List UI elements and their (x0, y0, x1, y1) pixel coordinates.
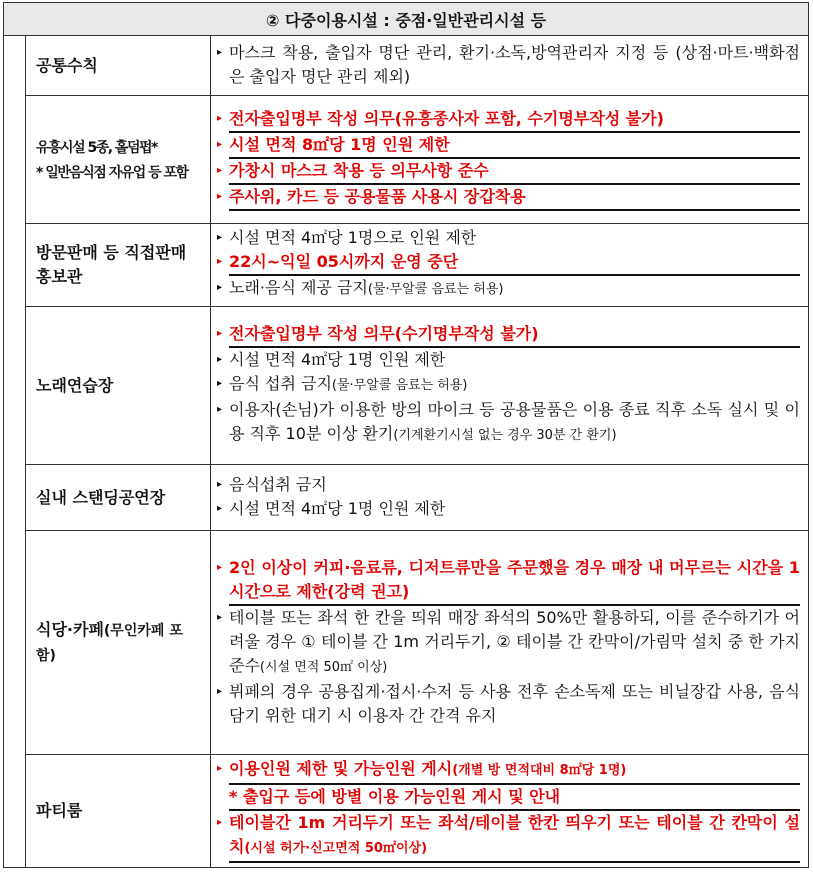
triangle-bullet-icon: ▸ (217, 763, 223, 774)
rule-text: 시설 면적 4㎡당 1명 인원 제한 (229, 349, 446, 369)
table-row (4, 96, 809, 224)
rule-item (217, 473, 800, 497)
rules-cell (211, 307, 809, 465)
category-label: 실내 스탠딩공연장 (36, 487, 166, 507)
rule-item (217, 226, 800, 250)
category-label: 노래연습장 (36, 375, 114, 395)
guideline-table (3, 2, 809, 868)
triangle-bullet-icon: ▸ (217, 353, 223, 365)
left-gutter (4, 36, 26, 868)
triangle-bullet-icon: ▸ (217, 377, 223, 389)
rule-item (217, 107, 800, 133)
rule-item (217, 322, 800, 348)
rule-item (217, 372, 800, 398)
rule-text: 이용인원 제한 및 가능인원 게시(개별 방 면적대비 8㎡당 1명) (229, 757, 800, 785)
rule-item (217, 398, 800, 448)
rule-note: (시설 허가·신고면적 50㎡이상) (244, 841, 428, 856)
triangle-bullet-icon: ▸ (217, 502, 223, 514)
category-cell (26, 36, 211, 96)
table-body (4, 36, 809, 868)
rules-cell (211, 531, 809, 755)
rule-note: (개별 방 면적대비 8㎡당 1명) (452, 763, 627, 778)
rule-item (217, 757, 800, 785)
table-row (4, 307, 809, 465)
rule-item (217, 159, 800, 185)
rule-text: 시설 면적 8㎡당 1명 인원 제한 (229, 133, 800, 159)
rule-text: * 출입구 등에 방별 이용 가능인원 게시 및 안내 (229, 785, 800, 811)
category-cell (26, 224, 211, 307)
rule-item (217, 250, 800, 276)
rule-text: 22시~익일 05시까지 운영 중단 (229, 250, 800, 276)
rule-text: 시설 면적 4㎡당 1명으로 인원 제한 (229, 228, 477, 247)
rule-text: 뷔페의 경우 공용집게·접시·수저 등 사용 전후 손소독제 또는 비닐장갑 사용, 음식 담기 위한 대기 시 이용자 간 간격 유지 (229, 681, 800, 725)
category-cell (26, 531, 211, 755)
rule-text: 음식 섭취 금지(물·무알콜 음료는 허용) (229, 373, 468, 393)
category-cell (26, 307, 211, 465)
rule-text: 시설 면적 4㎡당 1명 인원 제한 (229, 498, 446, 518)
rule-item (217, 680, 800, 728)
triangle-bullet-icon: ▸ (217, 164, 223, 176)
rule-item (217, 133, 800, 159)
triangle-bullet-icon: ▸ (217, 282, 223, 293)
triangle-bullet-icon: ▸ (217, 561, 223, 573)
table-header: ② 다중이용시설 : 중점·일반관리시설 등 (4, 3, 809, 36)
rule-text: 주사위, 카드 등 공용물품 사용시 장갑착용 (229, 185, 800, 211)
rule-text: 전자출입명부 작성 의무(유흥종사자 포함, 수기명부작성 불가) (229, 107, 800, 133)
rule-item (217, 276, 800, 302)
category-label: 파티룸 (36, 801, 83, 820)
rule-text: 전자출입명부 작성 의무(수기명부작성 불가) (229, 322, 800, 348)
table-row (4, 36, 809, 96)
rules-cell (211, 465, 809, 531)
rule-item (217, 811, 800, 863)
rule-note: (물·무알콜 음료는 허용) (367, 282, 504, 297)
category-cell (26, 755, 211, 868)
triangle-bullet-icon: ▸ (217, 327, 223, 339)
triangle-bullet-icon: ▸ (217, 112, 223, 124)
triangle-bullet-icon: ▸ (217, 685, 223, 697)
triangle-bullet-icon: ▸ (217, 611, 223, 623)
rule-note: (시설 면적 50㎡ 이상) (259, 659, 388, 675)
rule-item (217, 606, 800, 680)
rule-item (217, 556, 800, 606)
table-row (4, 755, 809, 868)
rule-text: 노래·음식 제공 금지(물·무알콜 음료는 허용) (229, 278, 504, 297)
category-note: (무인카페 포함) (36, 622, 183, 664)
rule-item (217, 348, 800, 372)
category-sublabel: * 일반음식점 자유업 등 포함 (36, 164, 188, 181)
triangle-bullet-icon: ▸ (217, 190, 223, 202)
rule-text: 가창시 마스크 착용 등 의무사항 준수 (229, 159, 800, 185)
triangle-bullet-icon: ▸ (217, 403, 223, 415)
rule-note: (기계환기시설 없는 경우 30분 간 환기) (393, 427, 617, 443)
triangle-bullet-icon: ▸ (217, 46, 223, 58)
table-row (4, 465, 809, 531)
triangle-bullet-icon: ▸ (217, 256, 223, 267)
category-cell (26, 465, 211, 531)
category-label: 공통수칙 (36, 55, 98, 75)
table-row (4, 531, 809, 755)
rule-item (217, 41, 800, 89)
rule-text: 마스크 착용, 출입자 명단 관리, 환기·소독,방역관리자 지정 등 (상점·마트·백화점은 출입자 명단 관리 제외) (229, 42, 800, 86)
rule-text: 테이블간 1m 거리두기 또는 좌석/테이블 한칸 띄우기 또는 테이블 간 칸막이 설치(시설 허가·신고면적 50㎡이상) (229, 811, 800, 863)
rule-text: 이용자(손님)가 이용한 방의 마이크 등 공용물품은 이용 종료 직후 소독 실시 및 이용 직후 10분 이상 환기(기계환기시설 없는 경우 30분 간 환기) (229, 399, 800, 443)
triangle-bullet-icon: ▸ (217, 138, 223, 150)
rules-cell (211, 224, 809, 307)
rules-cell (211, 96, 809, 224)
rule-note: (물·무알콜 음료는 허용) (331, 377, 468, 393)
rule-item (217, 497, 800, 521)
rule-text: 테이블 또는 좌석 한 칸을 띄워 매장 좌석의 50%만 활용하되, 이를 준수하기가 어려울 경우 ① 테이블 간 1m 거리두기, ② 테이블 간 칸막이/가림막 설치 중 한 가지 준수(시설 면적 50㎡ 이상) (229, 607, 800, 675)
rule-text: 음식섭취 금지 (229, 474, 327, 494)
rules-cell (211, 36, 809, 96)
triangle-bullet-icon: ▸ (217, 232, 223, 243)
category-label: 식당·카페 (36, 619, 104, 639)
rule-text: 2인 이상이 커피·음료류, 디저트류만을 주문했을 경우 매장 내 머무르는 시간을 1시간으로 제한(강력 권고) (229, 556, 800, 606)
rule-item (217, 185, 800, 211)
triangle-bullet-icon: ▸ (217, 478, 223, 490)
category-label: 유흥시설 5종, 홀덤펍* (36, 139, 157, 156)
category-cell (26, 96, 211, 224)
rule-item (217, 785, 800, 811)
table-row (4, 224, 809, 307)
triangle-bullet-icon: ▸ (217, 817, 223, 828)
category-label: 방문판매 등 직접판매홍보관 (36, 243, 187, 286)
rules-cell (211, 755, 809, 868)
